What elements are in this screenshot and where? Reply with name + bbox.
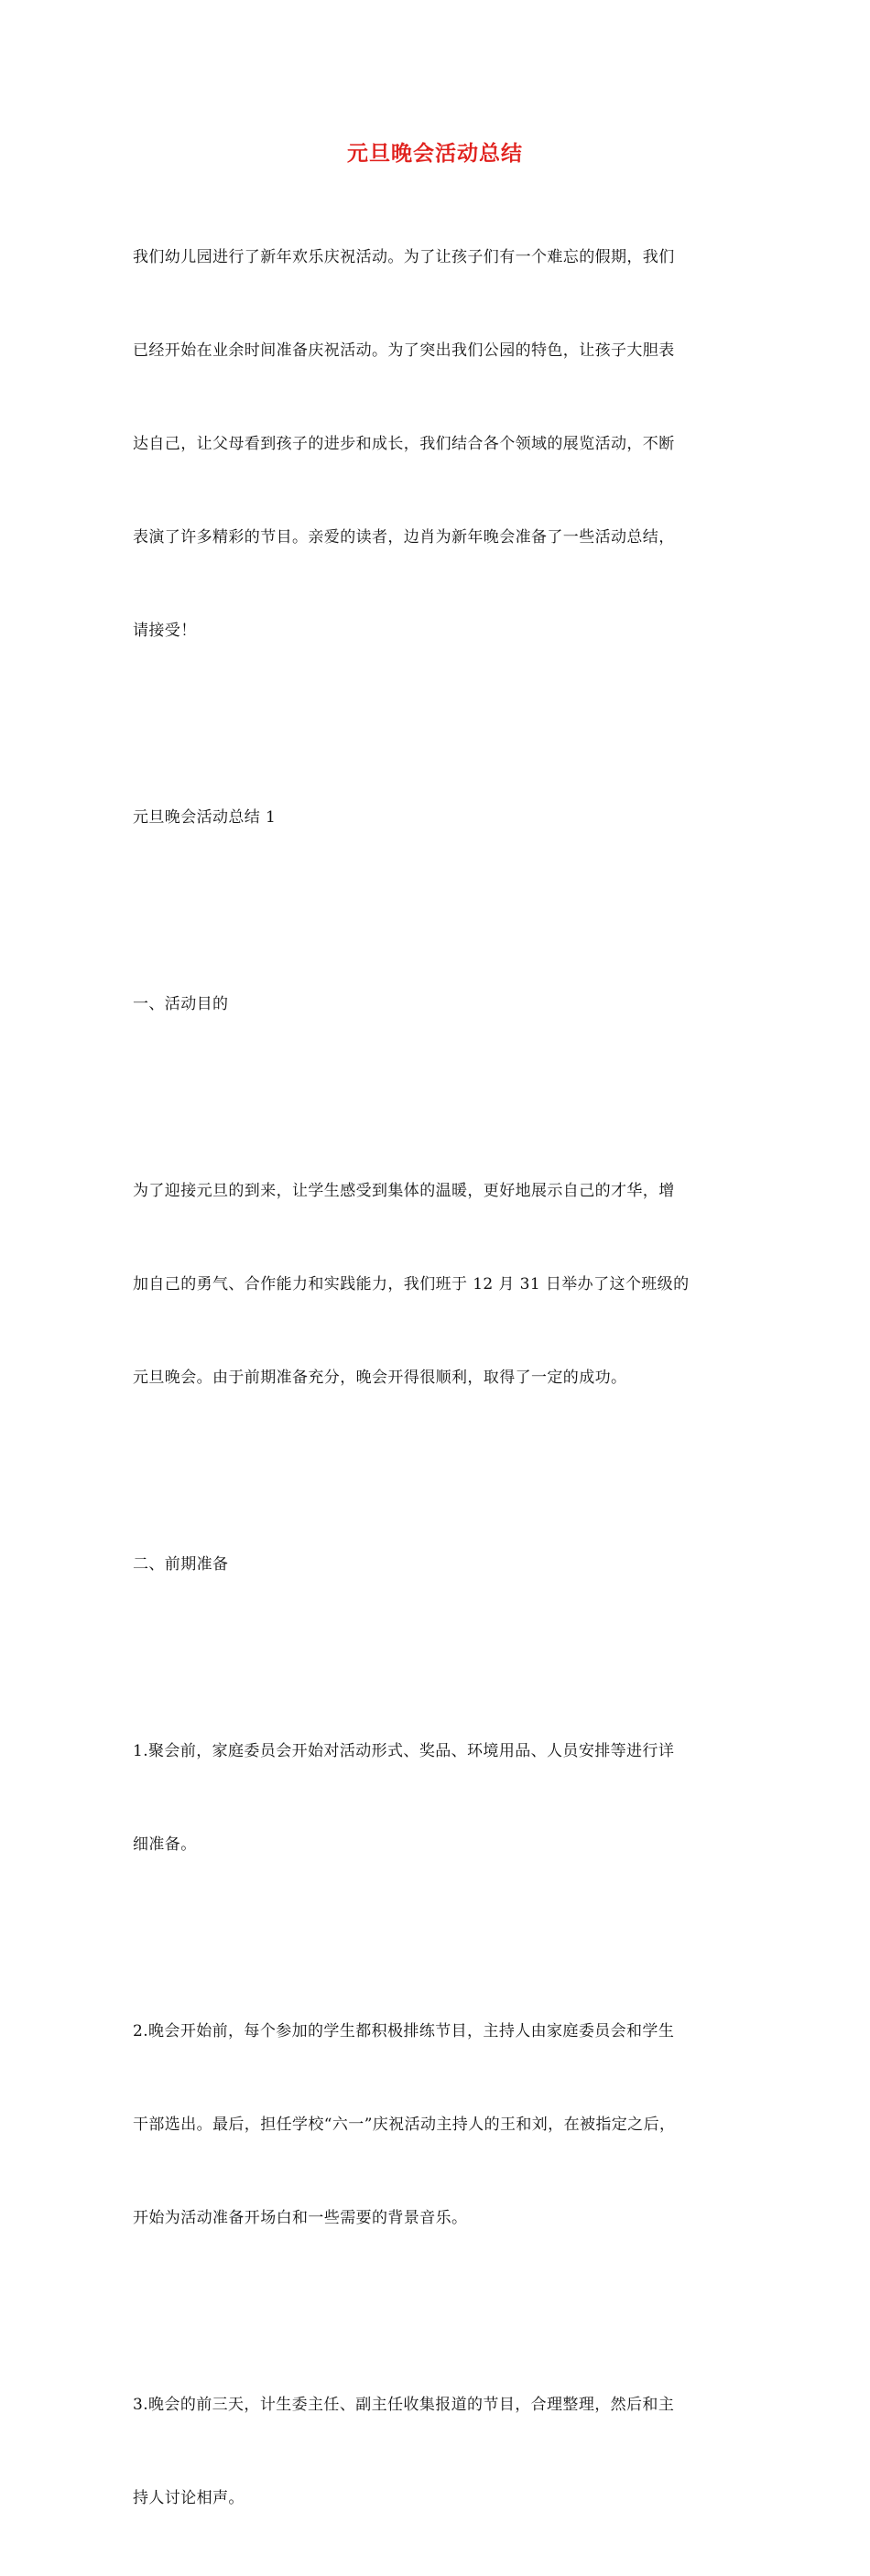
paragraph-spacer	[133, 1922, 741, 1954]
intro-paragraph	[133, 179, 741, 709]
text-line: 请接受！	[133, 622, 197, 640]
paragraph-spacer	[133, 2296, 741, 2327]
purpose-paragraph	[133, 1113, 741, 1456]
paragraph-spacer	[133, 709, 741, 740]
text-line: 持人讨论相声。	[133, 2489, 245, 2507]
document-title: 元旦晚会活动总结	[347, 141, 523, 166]
paragraph-spacer	[133, 1642, 741, 1673]
text-line: 3.晚会的前三天，计生委主任、副主任收集报道的节目，合理整理，然后和主	[133, 2396, 675, 2414]
text-line: 达自己，让父母看到孩子的进步和成长，我们结合各个领域的展览活动，不断	[133, 435, 675, 453]
text-line: 1.聚会前，家庭委员会开始对活动形式、奖品、环境用品、人员安排等进行详	[133, 1742, 675, 1760]
text-line: 细准备。	[133, 1835, 197, 1854]
text-line: 二、前期准备	[133, 1555, 229, 1574]
text-line: 表演了许多精彩的节目。亲爱的读者，边肖为新年晚会准备了一些活动总结，	[133, 528, 675, 547]
list-item-2	[133, 1954, 741, 2296]
paragraph-spacer	[133, 895, 741, 926]
list-item-3	[133, 2327, 741, 2576]
subtitle	[133, 740, 741, 895]
text-line: 加自己的勇气、合作能力和实践能力，我们班于 12 月 31 日举办了这个班级的	[133, 1275, 690, 1293]
text-line: 元旦晚会。由于前期准备充分，晚会开得很顺利，取得了一定的成功。	[133, 1369, 627, 1387]
text-line: 干部选出。最后，担任学校“六一”庆祝活动主持人的王和刘，在被指定之后，	[133, 2116, 676, 2134]
section-heading-preparation	[133, 1487, 741, 1642]
text-line: 为了迎接元旦的到来，让学生感受到集体的温暖，更好地展示自己的才华，增	[133, 1182, 675, 1200]
text-line: 2.晚会开始前，每个参加的学生都积极排练节目，主持人由家庭委员会和学生	[133, 2022, 675, 2040]
text-line: 已经开始在业余时间准备庆祝活动。为了突出我们公园的特色，让孩子大胆表	[133, 341, 675, 360]
text-line: 我们幼儿园进行了新年欢乐庆祝活动。为了让孩子们有一个难忘的假期，我们	[133, 248, 675, 266]
document-body	[133, 179, 741, 2576]
text-line: 开始为活动准备开场白和一些需要的背景音乐。	[133, 2209, 468, 2227]
text-line: 元旦晚会活动总结 1	[133, 808, 277, 827]
list-item-1	[133, 1673, 741, 1922]
paragraph-spacer	[133, 1082, 741, 1113]
text-line: 一、活动目的	[133, 995, 229, 1013]
paragraph-spacer	[133, 1456, 741, 1487]
section-heading-purpose	[133, 926, 741, 1082]
